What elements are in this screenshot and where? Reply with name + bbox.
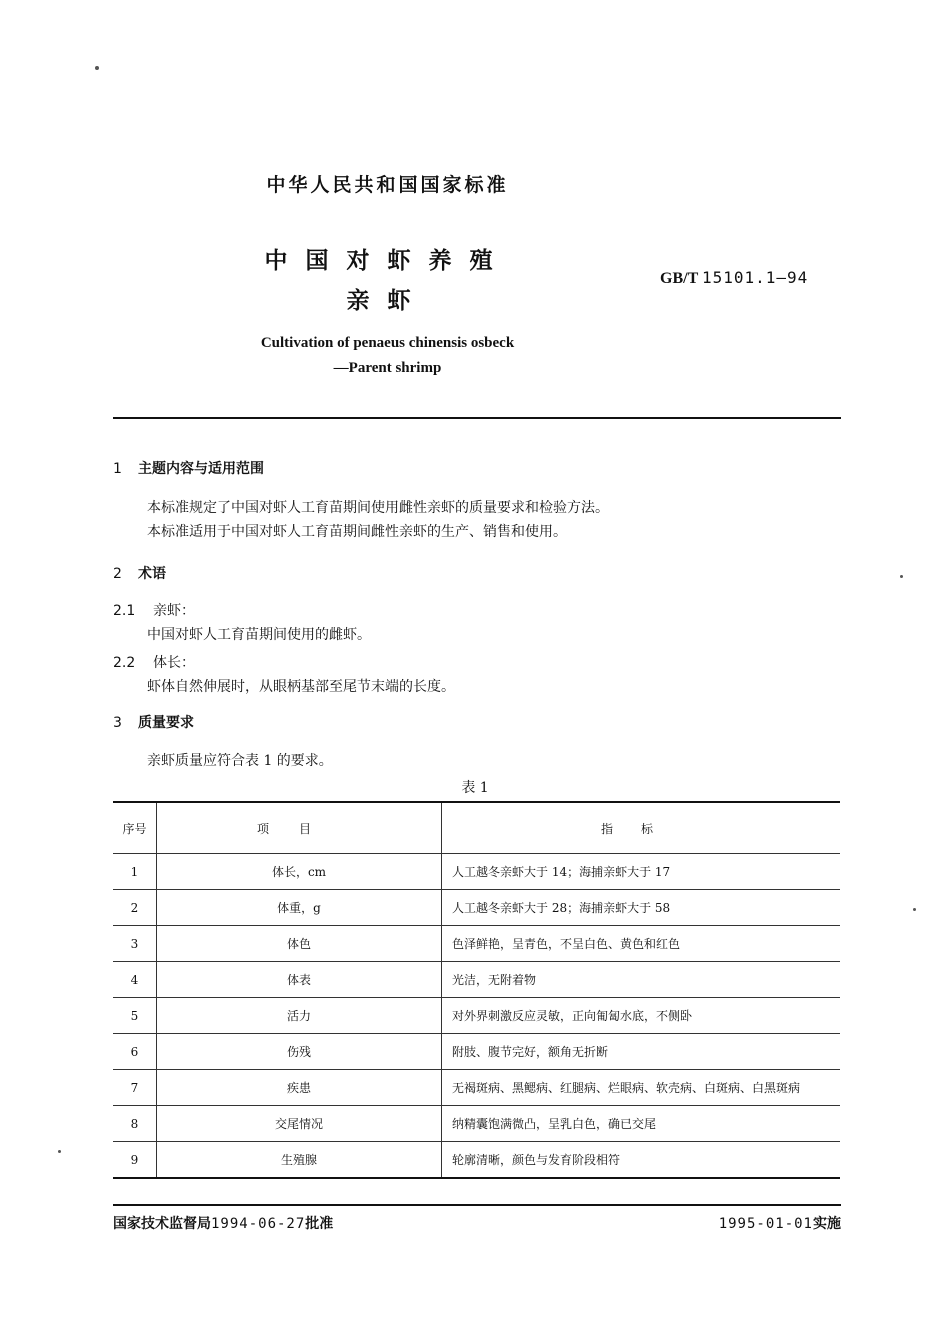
row-indicator: 纳精囊饱满微凸，呈乳白色，确已交尾 bbox=[442, 1106, 841, 1142]
sub-title: 亲虾 bbox=[346, 288, 429, 314]
table-row bbox=[113, 998, 840, 1034]
scan-speck bbox=[913, 908, 916, 911]
english-title-line1: Cultivation of penaeus chinensis osbeck bbox=[260, 335, 515, 351]
table-row bbox=[113, 1142, 840, 1179]
effective-line bbox=[719, 1213, 841, 1233]
row-indicator: 色泽鲜艳，呈青色，不呈白色、黄色和红色 bbox=[442, 926, 841, 962]
org-title: 中华人民共和国国家标准 bbox=[266, 174, 509, 196]
row-item: 交尾情况 bbox=[157, 1106, 442, 1142]
row-item: 体长，cm bbox=[157, 854, 442, 890]
term-2-2-heading bbox=[113, 652, 195, 672]
table-row bbox=[113, 1106, 840, 1142]
row-no: 3 bbox=[113, 926, 157, 962]
english-title bbox=[0, 331, 775, 381]
section-2-heading bbox=[113, 563, 166, 583]
row-no: 6 bbox=[113, 1034, 157, 1070]
row-no: 7 bbox=[113, 1070, 157, 1106]
table-row bbox=[113, 1034, 840, 1070]
approval-date: 1994-06-27 bbox=[211, 1216, 306, 1232]
row-indicator: 无褐斑病、黑鳃病、红腿病、烂眼病、软壳病、白斑病、白黑斑病 bbox=[442, 1070, 841, 1106]
section-title: 主题内容与适用范围 bbox=[138, 461, 264, 477]
header-indicator: 指标 bbox=[442, 802, 841, 854]
footer-rule bbox=[113, 1204, 841, 1206]
row-no: 8 bbox=[113, 1106, 157, 1142]
term-number: 2.1 bbox=[113, 603, 136, 619]
section-title: 术语 bbox=[138, 566, 166, 582]
row-no: 1 bbox=[113, 854, 157, 890]
table-row bbox=[113, 926, 840, 962]
row-no: 5 bbox=[113, 998, 157, 1034]
row-indicator: 光洁，无附着物 bbox=[442, 962, 841, 998]
table-caption: 表 1 bbox=[461, 780, 489, 796]
row-item: 体表 bbox=[157, 962, 442, 998]
section-title: 质量要求 bbox=[138, 715, 194, 731]
standard-code bbox=[660, 268, 808, 288]
row-indicator: 对外界刺激反应灵敏，正向匍匐水底，不侧卧 bbox=[442, 998, 841, 1034]
table-row bbox=[113, 1070, 840, 1106]
table-row bbox=[113, 890, 840, 926]
row-indicator: 附肢、腹节完好，额角无折断 bbox=[442, 1034, 841, 1070]
scan-speck bbox=[900, 575, 903, 578]
effective-date: 1995-01-01 bbox=[718, 1216, 813, 1232]
row-indicator: 人工越冬亲虾大于 28；海捕亲虾大于 58 bbox=[442, 890, 841, 926]
header-rule bbox=[113, 417, 841, 419]
scan-speck bbox=[58, 1150, 61, 1153]
row-item: 疾患 bbox=[157, 1070, 442, 1106]
standard-prefix: GB/T bbox=[660, 270, 698, 287]
row-item: 活力 bbox=[157, 998, 442, 1034]
approval-line bbox=[113, 1213, 333, 1233]
quality-requirements-table bbox=[113, 801, 840, 1179]
row-no: 2 bbox=[113, 890, 157, 926]
approval-suffix: 批准 bbox=[305, 1216, 334, 1232]
section-1-paragraph-2: 本标准适用于中国对虾人工育苗期间雌性亲虾的生产、销售和使用。 bbox=[147, 524, 567, 540]
row-item: 生殖腺 bbox=[157, 1142, 442, 1179]
table-row bbox=[113, 962, 840, 998]
section-number: 2 bbox=[113, 566, 122, 582]
english-title-line2: —Parent shrimp bbox=[333, 360, 442, 376]
term-2-1-definition: 中国对虾人工育苗期间使用的雌虾。 bbox=[147, 627, 371, 643]
term-name: 亲虾： bbox=[153, 603, 195, 619]
header-item: 项目 bbox=[157, 802, 442, 854]
standard-number: 15101.1—94 bbox=[701, 268, 809, 287]
table-row bbox=[113, 854, 840, 890]
term-2-2-definition: 虾体自然伸展时，从眼柄基部至尾节末端的长度。 bbox=[147, 679, 455, 695]
row-indicator: 人工越冬亲虾大于 14；海捕亲虾大于 17 bbox=[442, 854, 841, 890]
section-number: 1 bbox=[113, 461, 122, 477]
main-title: 中国对虾养殖 bbox=[264, 248, 511, 274]
section-3-heading bbox=[113, 712, 194, 732]
row-item: 伤残 bbox=[157, 1034, 442, 1070]
approver: 国家技术监督局 bbox=[113, 1216, 211, 1232]
row-item: 体色 bbox=[157, 926, 442, 962]
row-no: 4 bbox=[113, 962, 157, 998]
header-no: 序号 bbox=[113, 802, 157, 854]
section-1-heading bbox=[113, 458, 264, 478]
table-header-row bbox=[113, 802, 840, 854]
section-1-paragraph-1: 本标准规定了中国对虾人工育苗期间使用雌性亲虾的质量要求和检验方法。 bbox=[147, 500, 609, 516]
term-name: 体长： bbox=[153, 655, 195, 671]
effective-suffix: 实施 bbox=[813, 1216, 841, 1232]
row-no: 9 bbox=[113, 1142, 157, 1179]
row-item: 体重，g bbox=[157, 890, 442, 926]
section-3-paragraph-1: 亲虾质量应符合表 1 的要求。 bbox=[147, 753, 333, 769]
scan-speck bbox=[95, 66, 99, 70]
term-number: 2.2 bbox=[113, 655, 136, 671]
row-indicator: 轮廓清晰，颜色与发育阶段相符 bbox=[442, 1142, 841, 1179]
section-number: 3 bbox=[113, 715, 122, 731]
term-2-1-heading bbox=[113, 600, 195, 620]
